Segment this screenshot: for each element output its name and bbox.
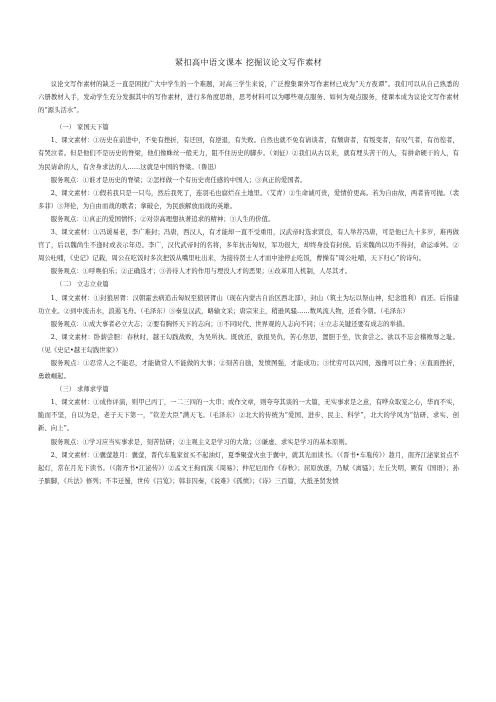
section-heading: （一） 家国天下篇	[56, 124, 109, 132]
body-paragraph: 服务观点：①谁才是历史的脊梁；②怎样做一个有历史责任感的中国人；③真正的爱国者。	[50, 176, 307, 184]
body-paragraph: 2、课文素材：卧薪尝胆：春秋时，越王勾践战败，为吴所执。既放还，欲报吴仇，苦心焦思，置胆于坐，饮食尝之。欲以不忘会稽败辱之耻。（见《史记•越王勾践世家》）	[38, 333, 459, 354]
section-heading: （三） 求师求学篇	[56, 386, 109, 394]
intro-paragraph: 议论文写作素材的缺乏一直是困扰广大中学生的一个难题，对高三学生来说，广泛搜集课外写作素材已成为“天方夜谭”。我们可以从自己熟悉的六册教材入手，发动学生充分发掘其中的写作素材，进行多角度思维，思考材料可以为哪些观点服务、如何为观点服务，使课本成为议论文写作素材的“源头活水”。	[38, 81, 459, 115]
body-paragraph: 2、课文素材：①假若我只是一只鸟，然后我死了，连羽毛也腐烂在土地里。（艾青）②生命诚可贵，爱情价更高。若为自由故，两者皆可抛。（裴多菲）③拜伦，为自由而战的歌者；拿破仑，为民族解放而战的英雄。	[38, 189, 459, 210]
body-paragraph: 1、课文素材：①历史在前进中，不免有挫折，有迂回，有逆退，有失败。自然也就不免有请谈者，有颓唐者，有叛变者，有叹气者，有彷徨者，有哭泣者。但是他们不是历史的脊梁，他们像蛛丝一般无力，阻不住历史的脚步。（刘征）②我们从古以来，就有埋头苦干的人，有拼命硬干的人，有为民请命的人，有舍身求法的人……这就是中国的脊梁。（鲁迅）	[38, 137, 459, 171]
body-paragraph: 1、课文素材：①成作评演，则甲已丙丁，一二三四的一大串；或作文章，则夸夸其谈的一大篇，无实事求是之意，有哗众取宠之心，华而不实，脆而不坚，自以为是，老子天下第一，“钦差大臣”满天飞。（毛泽东）②北大的传统为“爱国、进步、民主、科学”，北大的学风为“钻研、求实、创新、向上”。	[38, 399, 459, 433]
body-paragraph: 服务观点：①忍常人之不能忍，才能做常人不能做的大事；②刻苦自励，发愤图强，才能成功；③忧劳可以兴国，逸豫可以亡身；④直面挫折，勇敢崛起。	[38, 359, 459, 381]
body-paragraph: 服务观点：①呼唤伯乐；②正确选才；③善待人才的作用与埋没人才的恶果；④改革用人机制，人尽其才。	[50, 268, 352, 276]
document-title: 紧扣高中语文课本 挖掘议论文写作素材	[174, 57, 323, 67]
body-paragraph: 3、课文素材：①冯谖易老，李广难封；冯唐，西汉人，有才能却一直不受重用，汉武帝时选求贤良，有人举荐冯唐，可是他已九十多岁，难再做官了，后以魏尚生不逢时或表示年迈。李广，汉代武帝时的名将，多年抗击匈奴，军功很大，却终身没有封侯。后来魏尚以功不得封，命运乖舛。②周公吐哺，《史记》记载，周公在吃饭时多次把饭从嘴里吐出来，为接待贤士人才而中途停止吃饭，曹操有“周公吐哺，天下归心”的诗句。	[38, 229, 459, 263]
section-heading: （二） 立志立业篇	[56, 281, 109, 289]
body-paragraph: 服务观点：①真正的爱国情怀；②对崇高理想执著追求的精神；③人生的价值。	[50, 215, 275, 223]
body-paragraph: 服务观点：①学习应当实事求是，刻苦钻研；②主观主义是学习的大敌；③谦虚、求实是学习的基本原则。	[50, 438, 352, 446]
body-paragraph: 1、课文素材：①封狼居胥：汉朝霍去病追击匈奴至狼居胥山（现在内蒙古自治区西北部），封山（筑土为坛以祭山神，纪念胜利）而还。后指建功立业。②到中流击水，浪遏飞舟。（毛泽东）③秦皇汉武，略输文采；唐宗宋主，稍逊风骚……数风流人物，还看今朝。（毛泽东）	[38, 294, 459, 315]
body-paragraph: 服务观点：①成大事者必立大志；②要有胸怀天下的志向；③不同时代、世界观的人志向不同；④立志关键还要有成志的举措。	[50, 320, 409, 328]
body-paragraph: 2、课文素材：①囊萤趁月：囊萤，晋代车胤家贫买不起油灯，夏季聚萤火虫于囊中，就其光而读书。（《晋书•车胤传》）趁月，南齐江泌家贫点不起灯，常在月光下读书。（《南齐书•江泌传》）②孟文王拘而演《周易》；仲尼厄而作《春秋》；屈原放逐，乃赋《离骚》；左丘失明，厥有《国语》；孙子膑脚，《兵法》修列；不韦迁蜀，世传《吕览》；韩非囚秦，《说难》《孤愤》；《诗》三百篇，大抵圣贤发愤	[38, 451, 459, 485]
